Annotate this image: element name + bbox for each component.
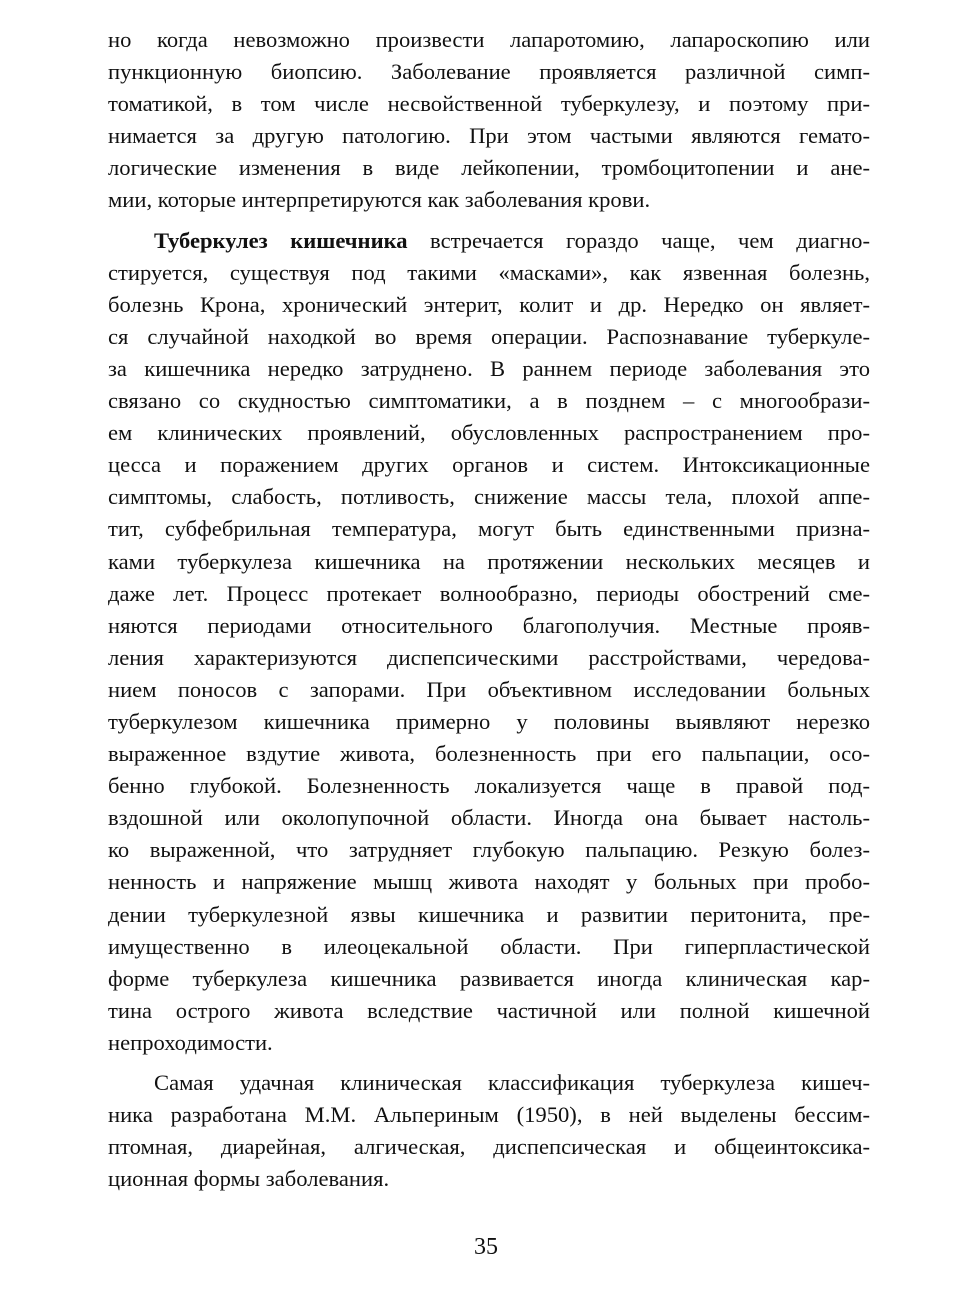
text-line: тина острого живота вследствие частичной или полной кишечной bbox=[108, 997, 870, 1023]
text-line: выраженное вздутие живота, болезненность при его пальпации, осо- bbox=[108, 741, 870, 767]
text-line: вздошной или околопупочной области. Иногда она бывает настоль- bbox=[108, 805, 870, 831]
text-line: симптомы, слабость, потливость, снижение массы тела, плохой аппе- bbox=[108, 484, 870, 510]
text-line: имущественно в илеоцекальной области. При гиперпластической bbox=[108, 933, 870, 959]
text-line: но когда невозможно произвести лапаротомию, лапароскопию или bbox=[108, 27, 870, 52]
text-line: нимается за другую патологию. При этом частыми являются гемато- bbox=[108, 123, 870, 149]
text-line: птомная, диарейная, алгическая, диспепсическая и общеинтоксика- bbox=[108, 1134, 870, 1160]
text-line: ления характеризуются диспепсическими расстройствами, чередова- bbox=[108, 644, 870, 670]
text-line: даже лет. Процесс протекает волнообразно, периоды обострений сме- bbox=[108, 580, 870, 606]
text-line: бенно глубокой. Болезненность локализуется чаще в правой под- bbox=[108, 773, 870, 799]
text-line: туберкулезом кишечника примерно у половины выявляют нерезко bbox=[108, 708, 870, 734]
page-text bbox=[108, 24, 870, 1195]
page-number: 35 bbox=[474, 1234, 498, 1260]
text-line: ками туберкулеза кишечника на протяжении нескольких месяцев и bbox=[108, 548, 870, 574]
text-line: болезнь Крона, хронический энтерит, колит и др. Нередко он являет- bbox=[108, 291, 870, 317]
text-line: мии, которые интерпретируются как заболевания крови. bbox=[108, 187, 651, 213]
bold-term: Туберкулез кишечника bbox=[154, 227, 408, 253]
text-line: тит, субфебрильная температура, могут быть единственными призна- bbox=[108, 516, 870, 542]
text-line: нием поносов с запорами. При объективном исследовании больных bbox=[108, 676, 870, 702]
text-line: цесса и поражением других органов и систем. Интоксикационные bbox=[108, 452, 870, 478]
text-line: Самая удачная клиническая классификация туберкулеза кишеч- bbox=[154, 1070, 870, 1095]
lead-text: встречается гораздо чаще, чем диагно- bbox=[407, 227, 870, 253]
text-line: дении туберкулезной язвы кишечника и развитии перитонита, пре- bbox=[108, 901, 870, 927]
text-line: связано со скудностью симптоматики, а в позднем – с многообрази- bbox=[108, 388, 870, 414]
text-line: логические изменения в виде лейкопении, тромбоцитопении и ане- bbox=[108, 155, 870, 181]
text-line: ненность и напряжение мышц живота находят у больных при пробо- bbox=[108, 869, 870, 895]
paragraph-1 bbox=[108, 24, 870, 217]
text-line: ко выраженной, что затрудняет глубокую пальпацию. Резкую болез- bbox=[108, 837, 870, 863]
text-line bbox=[108, 225, 870, 257]
text-line: стируется, существуя под такими «масками», как язвенная болезнь, bbox=[108, 259, 870, 285]
text-line: ем клинических проявлений, обусловленных распространением про- bbox=[108, 420, 870, 446]
paragraph-3 bbox=[108, 1067, 870, 1195]
text-line: форме туберкулеза кишечника развивается иногда клиническая кар- bbox=[108, 965, 870, 991]
text-line: ся случайной находкой во время операции. Распознавание туберкуле- bbox=[108, 323, 870, 349]
text-line: томатикой, в том числе несвойственной туберкулезу, и поэтому при- bbox=[108, 91, 870, 117]
text-line: непроходимости. bbox=[108, 1029, 273, 1055]
paragraph-2 bbox=[108, 225, 870, 1059]
text-line: пункционную биопсию. Заболевание проявляется различной симп- bbox=[108, 59, 870, 85]
text-line: ционная формы заболевания. bbox=[108, 1166, 390, 1192]
text-line: за кишечника нередко затруднено. В раннем периоде заболевания это bbox=[108, 355, 870, 381]
text-line: няются периодами относительного благополучия. Местные прояв- bbox=[108, 612, 870, 638]
text-line: ника разработана М.М. Альпериным (1950), в ней выделены бессим- bbox=[108, 1102, 870, 1128]
